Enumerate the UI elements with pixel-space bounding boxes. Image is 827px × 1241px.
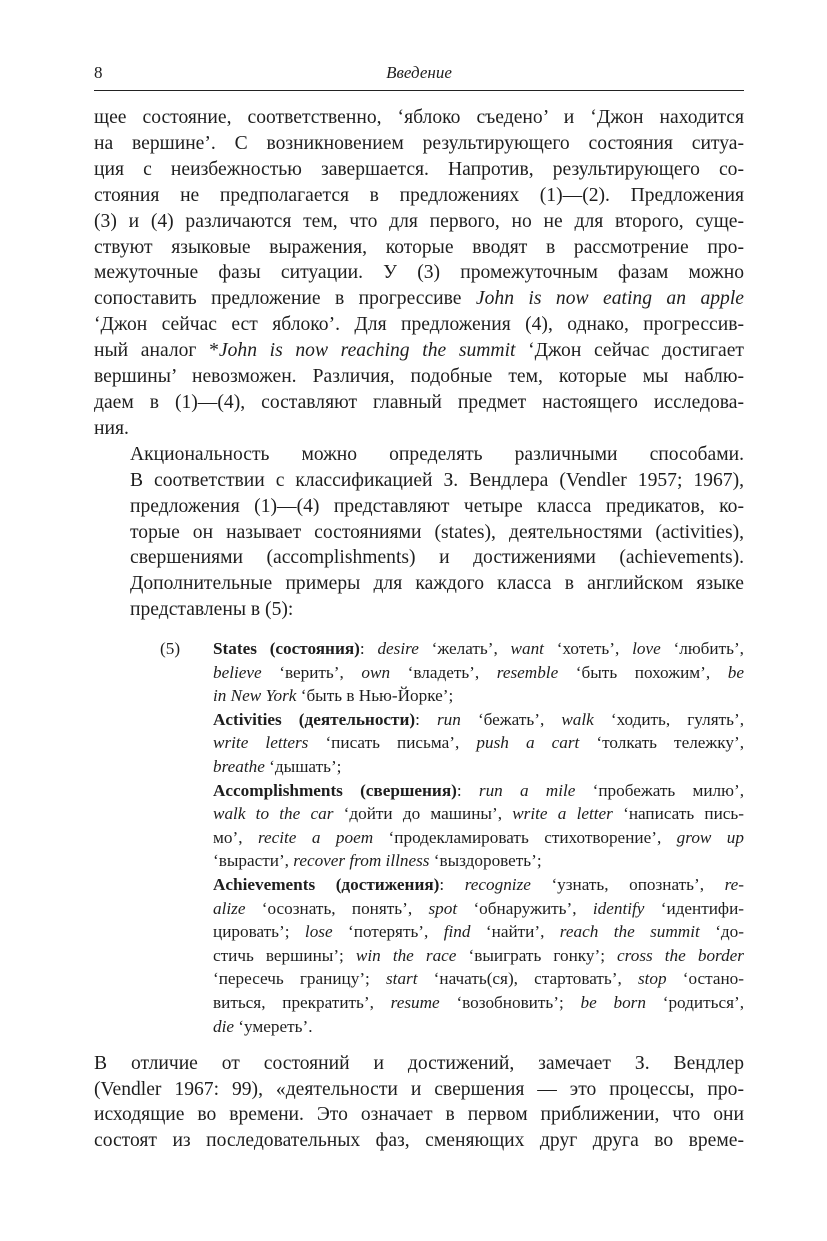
italic-example: re- <box>724 874 744 894</box>
text-run: ‘найти’, <box>470 922 560 942</box>
text-line <box>213 849 744 873</box>
text-line <box>94 209 744 235</box>
text-run: ния. <box>94 417 129 439</box>
text-run: ‘идентифи- <box>644 898 744 918</box>
text-line <box>94 1051 744 1077</box>
text-run: (Vendler 1967: 99), «деятельности и свершения — это процессы, про- <box>94 1078 744 1100</box>
text-line <box>94 494 744 520</box>
text-run: ‘возобновить’; <box>439 992 581 1012</box>
text-line <box>94 468 744 494</box>
italic-example: find <box>443 922 471 942</box>
example-content <box>213 637 744 1038</box>
text-run: вершины’ невозможен. Различия, подобные тем, которые мы наблю- <box>94 366 744 388</box>
text-line <box>213 708 744 732</box>
text-run: Акциональность можно определять различными способами. <box>130 443 744 465</box>
text-run: виться, прекратить’, <box>213 992 391 1012</box>
italic-example: lose <box>304 922 333 942</box>
text-run: исходящие во времени. Это означает в первом приближении, что они <box>94 1104 744 1126</box>
text-line <box>213 826 744 850</box>
italic-example: resemble <box>496 662 559 682</box>
main-text-bottom <box>94 1031 744 1174</box>
text-line <box>94 260 744 286</box>
text-run: сопоставить предложение в прогрессиве <box>94 288 476 310</box>
text-run: ствуют языковые выражения, которые вводят в рассмотрение про- <box>94 236 744 258</box>
italic-example: believe <box>213 662 262 682</box>
italic-example: John is now eating an apple <box>475 288 744 310</box>
text-line <box>94 105 744 131</box>
text-line <box>213 731 744 755</box>
text-run: ‘вырасти’, <box>213 851 294 871</box>
text-run: на вершине’. С возникновением результирующего состояния ситуа- <box>94 132 744 154</box>
italic-example: run a mile <box>478 780 576 800</box>
text-run: ‘верить’, <box>261 662 362 682</box>
text-run: ‘быть в Нью-Йорке’; <box>296 686 454 706</box>
text-line <box>213 873 744 897</box>
text-run: В отличие от состояний и достижений, замечает З. Вендлер <box>94 1052 744 1074</box>
text-run: ‘остано- <box>666 969 744 989</box>
bold-term: Activities (деятельности) <box>213 709 416 729</box>
text-run: ‘продекламировать стихотворение’, <box>373 827 677 847</box>
text-run: ‘родиться’, <box>645 992 744 1012</box>
italic-example: desire <box>377 639 419 658</box>
italic-example: write a letter <box>512 804 613 824</box>
text-line <box>94 157 744 183</box>
italic-example: own <box>361 662 391 682</box>
text-line <box>94 597 744 623</box>
italic-example: run <box>436 709 461 729</box>
text-line <box>213 779 744 803</box>
text-run: предложения (1)—(4) представляют четыре класса предикатов, ко- <box>130 495 744 517</box>
text-run: ‘ходить, гулять’, <box>593 709 744 729</box>
text-run: ‘Джон сейчас ест яблоко’. Для предложения (4), однако, прогрессив- <box>94 314 744 336</box>
text-run: ‘любить’, <box>660 639 744 658</box>
paragraph-2 <box>94 442 744 623</box>
text-run: ‘обнаружить’, <box>457 898 593 918</box>
text-run: щее состояние, соответственно, ‘яблоко съедено’ и ‘Джон находится <box>94 107 744 128</box>
italic-example: push a cart <box>476 733 580 753</box>
text-line <box>94 338 744 364</box>
italic-example: cross the border <box>617 945 744 965</box>
italic-example: alize <box>213 898 246 918</box>
text-line <box>94 416 744 442</box>
italic-example: be <box>727 662 745 682</box>
text-line <box>94 286 744 312</box>
text-run: ‘начать(ся), стартовать’, <box>417 969 638 989</box>
text-run: ‘до- <box>699 922 744 942</box>
bold-term: Achievements (достижения) <box>213 874 440 894</box>
text-run: состоят из последовательных фаз, сменяющих друг друга во време- <box>94 1130 744 1152</box>
text-run: ‘потерять’, <box>332 922 444 942</box>
text-line <box>213 637 744 661</box>
text-run: свершениями (accomplishments) и достижениями (achievements). <box>130 547 744 569</box>
bold-term: Accomplishments (свершения) <box>213 780 457 800</box>
italic-example: win the race <box>355 945 457 965</box>
text-run: ‘дойти до машины’, <box>333 804 513 824</box>
italic-example: want <box>510 639 544 658</box>
italic-example: John is now reaching the summit <box>218 340 516 362</box>
text-line <box>213 802 744 826</box>
text-line <box>94 545 744 571</box>
main-text-top <box>94 105 744 623</box>
text-run: ‘умереть’. <box>234 1016 313 1036</box>
text-run: ‘Джон сейчас достигает <box>515 340 744 362</box>
text-run: стичь вершины’; <box>213 945 356 965</box>
text-run: ный аналог * <box>94 340 219 362</box>
text-run: представлены в (5): <box>130 599 294 621</box>
italic-example: resume <box>390 992 440 1012</box>
text-run: ‘быть похожим’, <box>558 662 728 682</box>
text-run: ‘пересечь границу’; <box>213 969 386 989</box>
text-line <box>213 897 744 921</box>
italic-example: love <box>632 639 661 658</box>
italic-example: grow up <box>676 827 744 847</box>
paragraph-3 <box>94 1051 744 1155</box>
text-run: ‘узнать, опознать’, <box>530 874 725 894</box>
text-run: ‘пробежать милю’, <box>575 780 744 800</box>
paragraph-1 <box>94 105 744 442</box>
text-line <box>94 390 744 416</box>
italic-example: recite a poem <box>257 827 374 847</box>
text-line <box>94 131 744 157</box>
page-number: 8 <box>94 63 103 82</box>
text-run: (3) и (4) различаются тем, что для первого, но не для второго, суще- <box>94 210 744 232</box>
running-header <box>94 60 744 91</box>
text-line <box>213 967 744 991</box>
text-run: Дополнительные примеры для каждого класса в английском языке <box>130 573 744 595</box>
italic-example: die <box>213 1016 234 1036</box>
italic-example: walk to the car <box>213 804 334 824</box>
text-run: ‘дышать’; <box>264 756 342 776</box>
text-line <box>213 684 744 708</box>
text-line <box>94 364 744 390</box>
text-line <box>94 1128 744 1154</box>
text-run: стояния не предполагается в предложениях (1)—(2). Предложения <box>94 184 744 206</box>
text-run: даем в (1)—(4), составляют главный предмет настоящего исследова- <box>94 391 744 413</box>
bold-term: States (состояния) <box>213 639 360 658</box>
text-run: ‘написать пись- <box>612 804 744 824</box>
text-run: цировать’; <box>213 922 305 942</box>
text-run: ‘хотеть’, <box>543 639 633 658</box>
italic-example: walk <box>561 709 594 729</box>
text-line <box>94 442 744 468</box>
text-line <box>94 312 744 338</box>
text-line <box>213 920 744 944</box>
italic-example: recover from illness <box>293 851 430 871</box>
italic-example: write letters <box>213 733 309 753</box>
text-line <box>94 235 744 261</box>
text-run: ‘толкать тележку’, <box>579 733 744 753</box>
text-line <box>94 520 744 546</box>
text-run: ‘писать письма’, <box>308 733 477 753</box>
italic-example: recognize <box>464 874 531 894</box>
text-run: ‘выиграть гонку’; <box>456 945 618 965</box>
italic-example: reach the summit <box>559 922 700 942</box>
text-run: торые он называет состояниями (states), деятельностями (activities), <box>130 521 744 543</box>
text-run: : <box>456 780 479 800</box>
italic-example: breathe <box>213 756 265 776</box>
text-line <box>94 1077 744 1103</box>
italic-example: stop <box>637 969 667 989</box>
example-number: (5) <box>160 639 181 658</box>
text-run: ‘желать’, <box>418 639 511 658</box>
text-run: межуточные фазы ситуации. У (3) промежуточным фазам можно <box>94 262 744 284</box>
text-line <box>213 991 744 1015</box>
italic-example: in New York <box>213 686 297 706</box>
text-run: ‘владеть’, <box>390 662 497 682</box>
text-run: ‘выздороветь’; <box>429 851 542 871</box>
text-line <box>94 1102 744 1128</box>
text-run: ция с неизбежностью завершается. Напротив, результирующего со- <box>94 158 744 180</box>
text-line <box>94 571 744 597</box>
text-run: ‘бежать’, <box>460 709 562 729</box>
text-run: мо’, <box>213 827 258 847</box>
running-title: Введение <box>386 63 452 82</box>
text-line <box>213 661 744 685</box>
text-run: : <box>415 709 437 729</box>
italic-example: spot <box>428 898 458 918</box>
italic-example: be born <box>580 992 646 1012</box>
text-run: : <box>359 639 378 658</box>
italic-example: identify <box>592 898 645 918</box>
text-run: В соответствии с классификацией З. Вендлера (Vendler 1957; 1967), <box>130 469 744 491</box>
text-line <box>213 755 744 779</box>
text-run: : <box>439 874 465 894</box>
text-line <box>94 183 744 209</box>
italic-example: start <box>385 969 418 989</box>
text-run: ‘осознать, понять’, <box>245 898 429 918</box>
text-line <box>213 944 744 968</box>
